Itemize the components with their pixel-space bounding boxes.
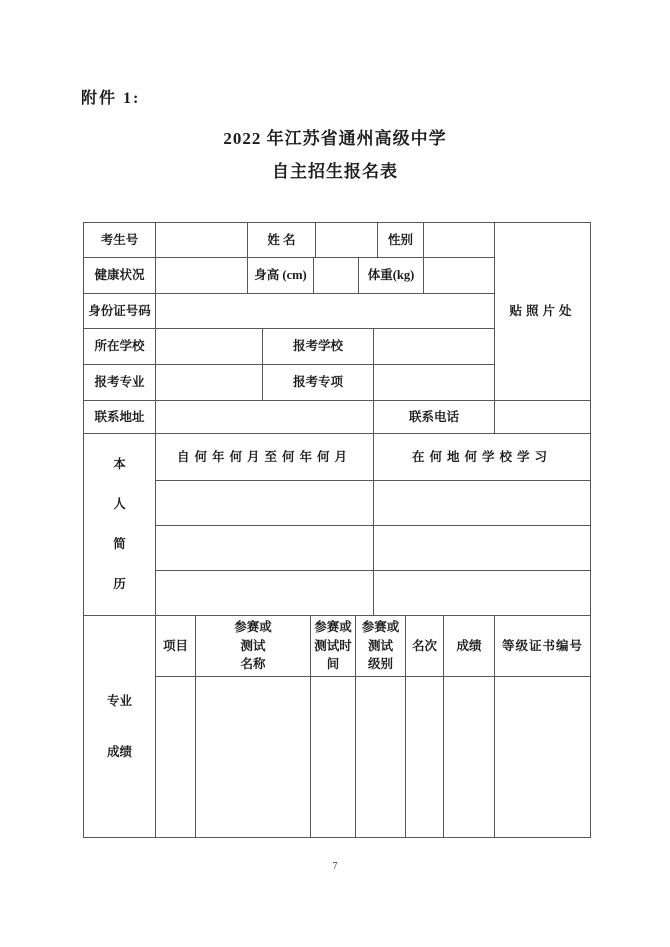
- scores-level-header-line2: 测试: [367, 638, 393, 653]
- scores-time-header-line2: 测试时: [314, 638, 352, 653]
- gender-label: 性别: [377, 222, 423, 257]
- scores-time-header-line3: 间: [326, 657, 340, 672]
- weight-label: 体重(kg): [358, 257, 423, 293]
- doc-title-line1: 2022 年江苏省通州高级中学: [223, 129, 447, 148]
- page-number: 7: [332, 861, 338, 872]
- id-number-field: [155, 293, 494, 328]
- scores-time-field: [310, 676, 355, 837]
- resume-row-2-period-field: [155, 525, 373, 570]
- resume-char-2: 人: [113, 497, 126, 512]
- health-label: 健康状况: [83, 257, 155, 293]
- apply-school-field: [373, 328, 494, 364]
- name-field: [315, 222, 377, 257]
- apply-major-field: [155, 364, 262, 400]
- scores-item-header: 项目: [155, 615, 195, 676]
- resume-school-header: 在何地何学校学习: [373, 433, 590, 480]
- height-label: 身高 (cm): [247, 257, 313, 293]
- resume-char-4: 历: [113, 576, 126, 591]
- resume-row-1-period-field: [155, 480, 373, 525]
- current-school-field: [155, 328, 262, 364]
- scores-score-field: [443, 676, 494, 837]
- scores-name-field: [195, 676, 310, 837]
- scores-level-header-line3: 级别: [367, 657, 393, 672]
- scores-item-field: [155, 676, 195, 837]
- resume-char-3: 简: [113, 537, 126, 551]
- candidate-no-label: 考生号: [83, 222, 155, 257]
- photo-area-cell: 贴照片处: [494, 222, 590, 400]
- scores-name-header: [195, 615, 310, 676]
- scores-level-header: [355, 615, 405, 676]
- apply-major-label: 报考专业: [83, 364, 155, 400]
- scores-score-header: 成绩: [443, 615, 494, 676]
- scores-level-field: [355, 676, 405, 837]
- id-number-label: 身份证号码: [83, 293, 155, 328]
- attachment-label: 附件 1:: [81, 90, 141, 107]
- height-field: [313, 257, 358, 293]
- resume-section-label: [83, 433, 155, 615]
- apply-specialty-field: [373, 364, 494, 400]
- scores-name-header-line3: 名称: [240, 657, 266, 672]
- scores-cert-field: [494, 676, 590, 837]
- scores-rank-field: [405, 676, 443, 837]
- gender-field: [423, 222, 494, 257]
- name-label: 姓 名: [247, 222, 315, 257]
- resume-char-1: 本: [113, 457, 126, 472]
- apply-school-label: 报考学校: [262, 328, 373, 364]
- contact-address-label: 联系地址: [83, 400, 155, 433]
- scores-time-header-line1: 参赛或: [314, 619, 352, 634]
- weight-field: [423, 257, 494, 293]
- scores-label-line-2: 成绩: [106, 744, 132, 759]
- candidate-no-field: [155, 222, 247, 257]
- resume-row-1-school-field: [373, 480, 590, 525]
- doc-title-line2: 自主招生报名表: [272, 162, 398, 181]
- resume-row-2-school-field: [373, 525, 590, 570]
- scores-time-header: [310, 615, 355, 676]
- scores-name-header-line1: 参赛或: [234, 619, 272, 634]
- contact-phone-label: 联系电话: [373, 400, 494, 433]
- health-field: [155, 257, 247, 293]
- scores-label-line-1: 专业: [106, 693, 132, 708]
- resume-period-header: 自何年何月至何年何月: [155, 433, 373, 480]
- application-form-table: [83, 222, 591, 838]
- contact-phone-field: [494, 400, 590, 433]
- current-school-label: 所在学校: [83, 328, 155, 364]
- scores-cert-header: 等级证书编号: [494, 615, 590, 676]
- scores-level-header-line1: 参赛或: [361, 619, 400, 634]
- scores-section-label: [83, 615, 155, 837]
- contact-address-field: [155, 400, 373, 433]
- resume-row-3-school-field: [373, 570, 590, 615]
- scores-rank-header: 名次: [405, 615, 443, 676]
- resume-row-3-period-field: [155, 570, 373, 615]
- apply-specialty-label: 报考专项: [262, 364, 373, 400]
- scores-name-header-line2: 测试: [240, 638, 266, 653]
